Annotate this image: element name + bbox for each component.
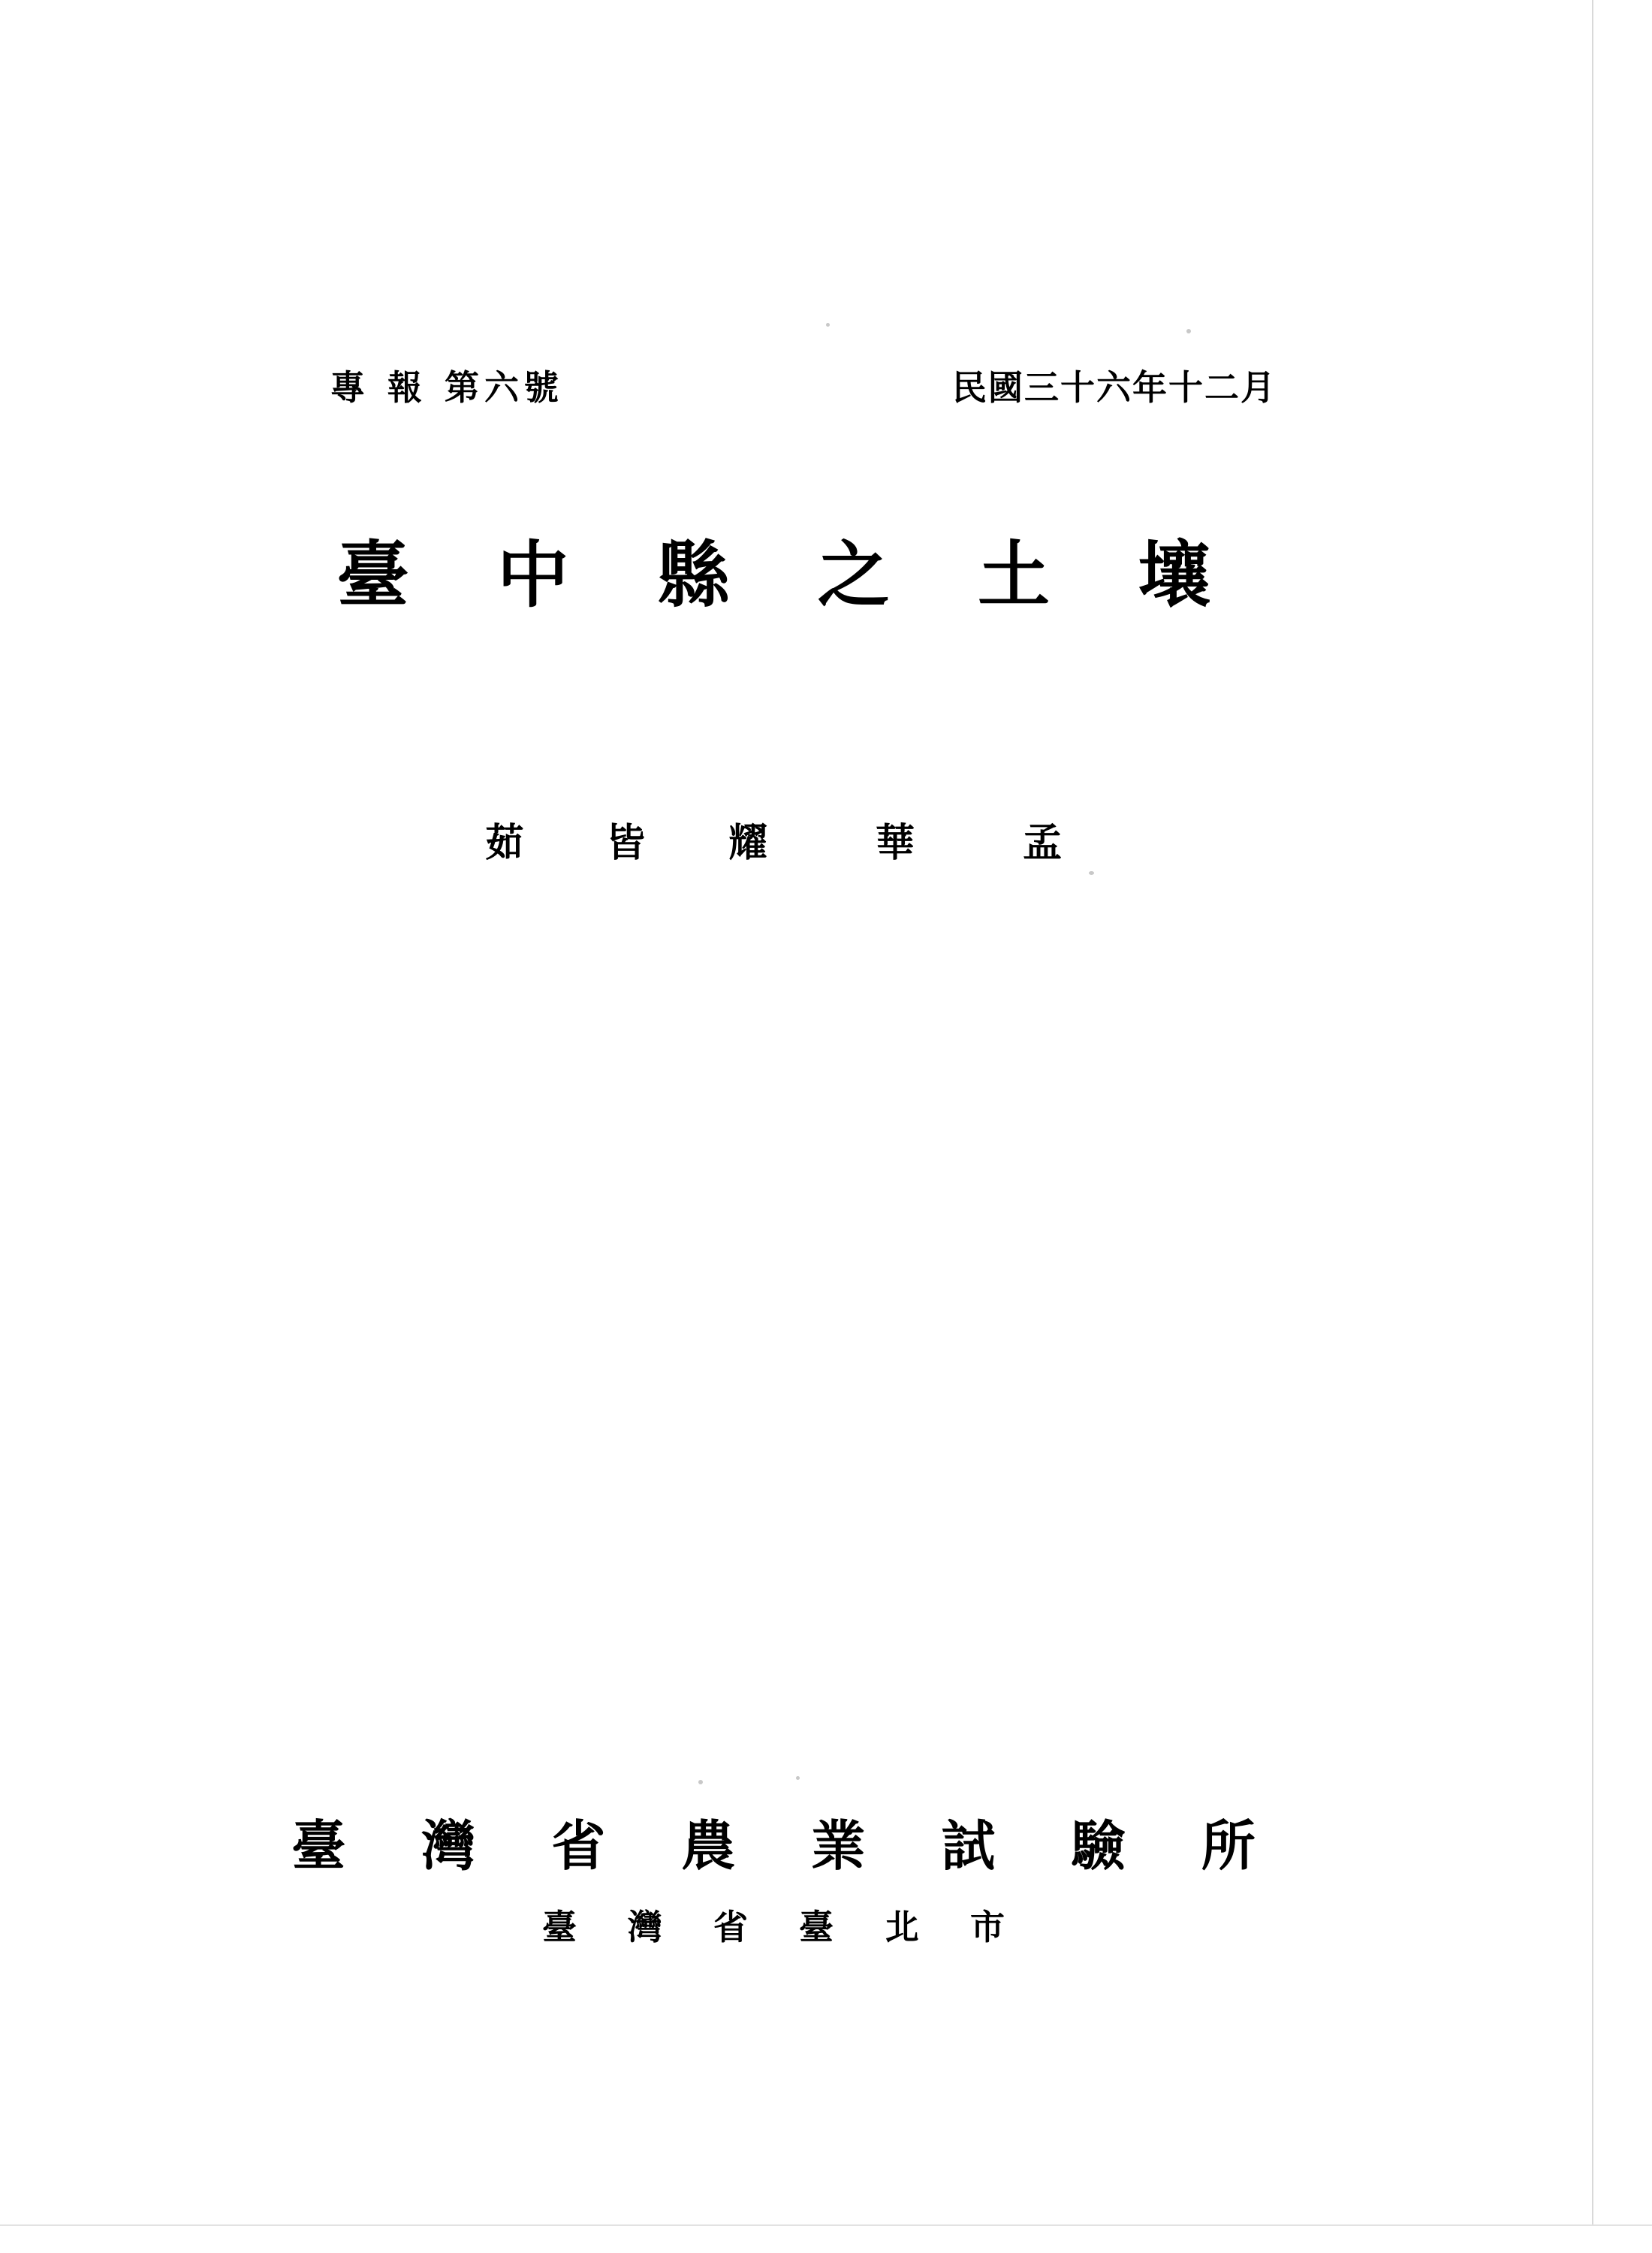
scan-speck (698, 1780, 703, 1784)
scan-edge-right (1592, 0, 1652, 2253)
scan-edge-bottom (0, 2224, 1652, 2253)
publisher-name: 臺 灣 省 農 業 試 驗 所 (291, 1814, 1284, 1878)
publication-date: 民國三十六年十二月 (952, 367, 1277, 408)
bulletin-serial-number: 專 報 第六號 (330, 367, 565, 408)
scan-speck (826, 323, 830, 327)
scan-speck (1089, 871, 1094, 875)
author-names: 茹 皆 耀 華 孟 (484, 820, 1097, 866)
publisher-location: 臺 灣 省 臺 北 市 (541, 1907, 1025, 1947)
page-title: 臺 中 縣 之 土 壤 (336, 532, 1242, 617)
header-row (330, 360, 1277, 410)
scan-speck (1186, 329, 1191, 333)
scan-speck (796, 1776, 800, 1780)
